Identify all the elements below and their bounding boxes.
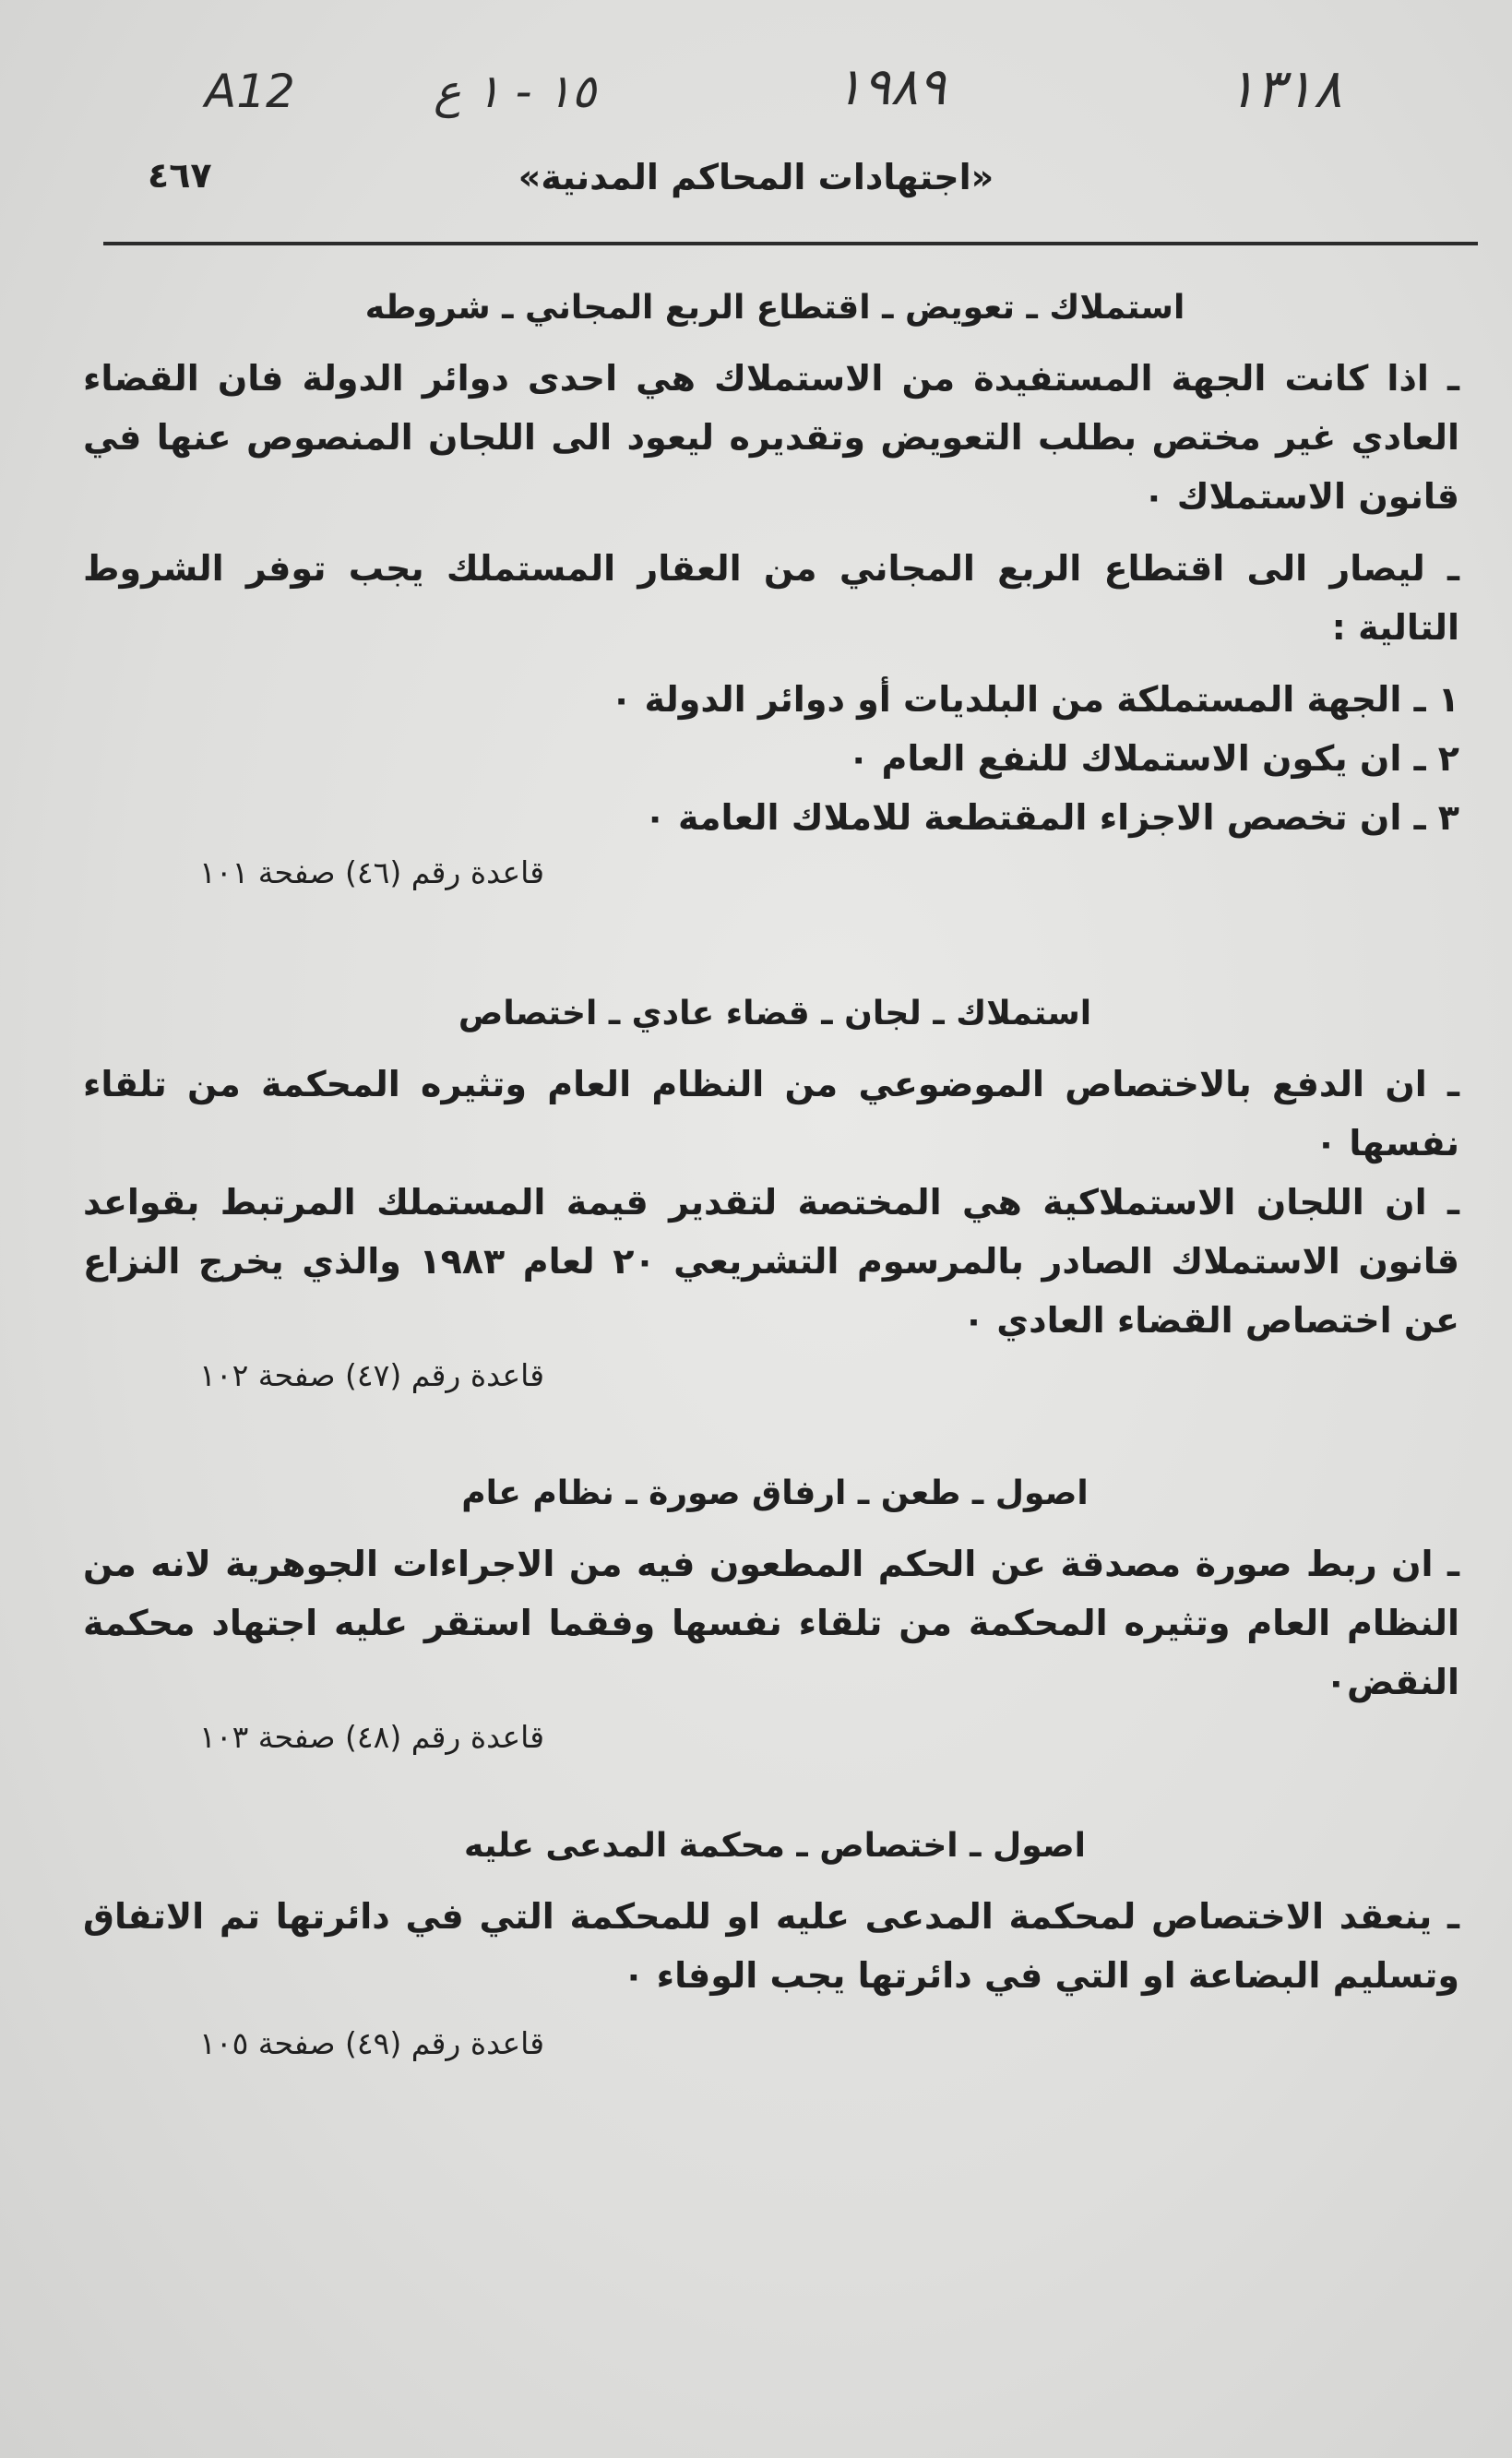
section-defendant-court bbox=[83, 1819, 1467, 2070]
rule-reference: قاعدة رقم (٤٦) صفحة ١٠١ bbox=[199, 854, 544, 890]
list-item: ١ ـ الجهة المستملكة من البلديات أو دوائر الدولة ٠ bbox=[611, 679, 1459, 720]
section-heading: استملاك ـ تعويض ـ اقتطاع الربع المجاني ـ شروطه bbox=[364, 289, 1185, 327]
paragraph: ـ ان ربط صورة مصدقة عن الحكم المطعون فيه من الاجراءات الجوهرية لانه من النظام العام وتثيره المحكمة من تلقاء نفسها وفقما استقر عليه اجتهاد محكمة النقض٠ bbox=[83, 1544, 1459, 1702]
section-expropriation-committees bbox=[83, 986, 1467, 1402]
paragraph: ـ ينعقد الاختصاص لمحكمة المدعى عليه او للمحكمة التي في دائرتها تم الاتفاق وتسليم البضاعة او التي في دائرتها يجب الوفاء ٠ bbox=[83, 1896, 1459, 1996]
running-title: «اجتهادات المحاكم المدنية» bbox=[518, 157, 994, 197]
section-appeal-copy bbox=[83, 1466, 1467, 1763]
rule-reference: قاعدة رقم (٤٩) صفحة ١٠٥ bbox=[199, 2025, 544, 2061]
rule-reference: قاعدة رقم (٤٧) صفحة ١٠٢ bbox=[199, 1357, 544, 1393]
paragraph: ـ اذا كانت الجهة المستفيدة من الاستملاك هي احدى دوائر الدولة فان القضاء العادي غير مختص بطلب التعويض وتقديره ليعود الى اللجان المنصوص عنها في قانون الاستملاك ٠ bbox=[83, 358, 1459, 517]
page-number: ٤٦٧ bbox=[148, 155, 212, 196]
handwritten-note-middle: ١٥ - ١ ع bbox=[434, 65, 597, 118]
section-heading: اصول ـ اختصاص ـ محكمة المدعى عليه bbox=[464, 1827, 1086, 1865]
section-expropriation-compensation bbox=[83, 280, 1467, 899]
section-heading: اصول ـ طعن ـ ارفاق صورة ـ نظام عام bbox=[461, 1474, 1089, 1512]
handwritten-note-right: ١٣١٨ bbox=[1227, 57, 1342, 120]
handwritten-year: ١٩٨٩ bbox=[835, 57, 946, 117]
header-rule bbox=[103, 242, 1478, 245]
list-item: ٢ ـ ان يكون الاستملاك للنفع العام ٠ bbox=[848, 738, 1459, 779]
handwritten-note-left: A12 bbox=[205, 65, 295, 118]
section-heading: استملاك ـ لجان ـ قضاء عادي ـ اختصاص bbox=[458, 995, 1092, 1032]
page-content bbox=[83, 277, 1467, 2070]
paragraph: ـ ان اللجان الاستملاكية هي المختصة لتقدير قيمة المستملك المرتبط بقواعد قانون الاستملاك الصادر بالمرسوم التشريعي ٢٠ لعام ١٩٨٣ والذي يخرج النزاع عن اختصاص القضاء العادي ٠ bbox=[83, 1182, 1460, 1341]
rule-reference: قاعدة رقم (٤٨) صفحة ١٠٣ bbox=[199, 1719, 544, 1755]
paragraph: ـ ان الدفع بالاختصاص الموضوعي من النظام العام وتثيره المحكمة من تلقاء نفسها ٠ bbox=[83, 1064, 1459, 1163]
paragraph: ـ ليصار الى اقتطاع الربع المجاني من العقار المستملك يجب توفر الشروط التالية : bbox=[83, 548, 1459, 648]
list-item: ٣ ـ ان تخصص الاجزاء المقتطعة للاملاك العامة ٠ bbox=[644, 797, 1459, 838]
